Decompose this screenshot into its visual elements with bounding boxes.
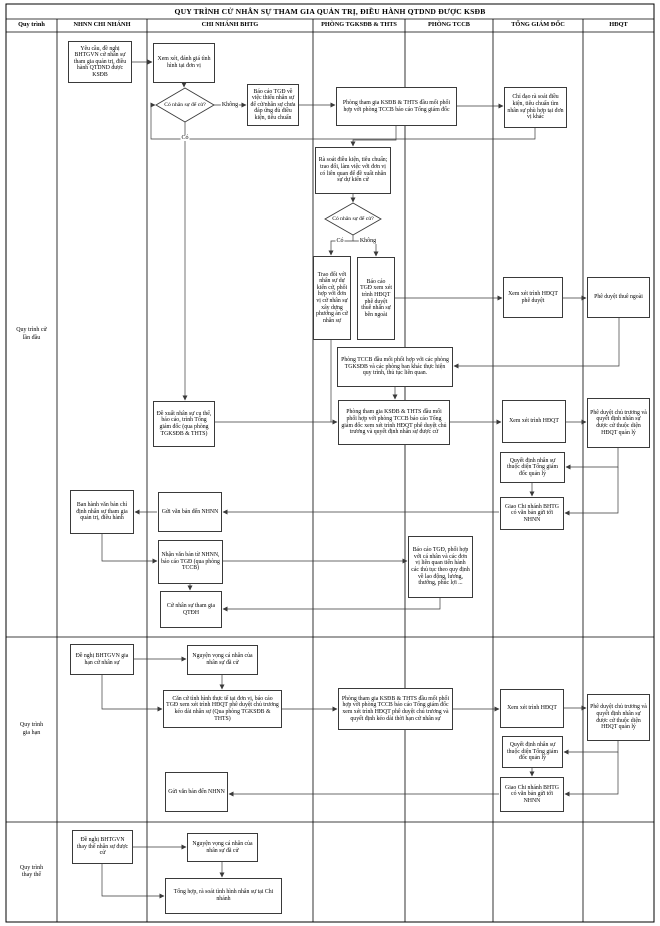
column-header-3: PHÒNG TGKSĐB & THTS (321, 21, 397, 29)
flow-node-n29: Quyết định nhân sự thuộc diện Tổng giám đốc quản lý (502, 736, 563, 768)
column-header-5: TỔNG GIÁM ĐỐC (511, 21, 565, 29)
flow-node-n9: Xem xét trình HĐQT phê duyệt (503, 277, 563, 318)
flow-edge-35 (565, 752, 618, 794)
flow-node-n34: Tổng hợp, rà soát tình hình nhân sự tại Chi nhánh (165, 878, 282, 914)
flow-node-n1: Yêu cầu, đề nghị BHTGVN cử nhân sự tham gia quản trị, điều hành QTDND được KSĐB (68, 41, 132, 83)
flow-node-n23: Đề nghị BHTGVN gia hạn cử nhân sự (70, 644, 134, 675)
flow-node-n20: Nhận văn bản từ NHNN, báo cáo TGĐ (qua phòng TCCB) (158, 540, 223, 584)
flow-node-n14: Xem xét trình HĐQT (502, 400, 566, 443)
flow-edge-7 (353, 126, 396, 146)
flow-edge-13 (454, 318, 619, 366)
flow-node-n5: Chỉ đạo rà soát điều kiện, tiêu chuẩn tìm nhân sự phù hợp tại đơn vị khác (504, 87, 567, 128)
flow-edge-40 (102, 864, 164, 896)
flow-node-n6: Rà soát điều kiện, tiêu chuẩn; trao đổi, làm việc với đơn vị có liên quan để đề xuất nhân sự dự kiến cử (315, 147, 391, 194)
flow-node-n8: Báo cáo TGĐ xem xét trình HĐQT phê duyệt thuê nhân sự bên ngoài (357, 257, 395, 340)
flow-node-n25: Căn cứ tình hình thực tế tại đơn vị, báo cáo TGĐ xem xét trình HĐQT phê duyệt chủ trương kéo dài nhân sự (Qua phòng TGKSĐB & THTS) (163, 690, 282, 728)
flow-edge-24 (102, 534, 157, 561)
flow-edge-26 (223, 598, 440, 609)
flow-node-n11: Phòng TCCB đầu mối phối hợp với các phòng TGKSĐB và các phòng ban khác thực hiện quy trình, thủ tục liên quan. (337, 347, 453, 387)
flowchart-title: QUY TRÌNH CỬ NHÂN SỰ THAM GIA QUẢN TRỊ, ĐIỀU HÀNH QTDND ĐƯỢC KSĐB (174, 7, 486, 16)
column-header-6: HĐQT (609, 21, 628, 29)
flow-node-n7: Trao đổi với nhân sự dự kiến cử, phối hợp với đơn vị cử nhân sự xây dựng phương án cử nhân sự (313, 256, 351, 340)
flow-node-n10: Phê duyệt thuê ngoài (587, 277, 650, 318)
flow-node-n27: Xem xét trình HĐQT (500, 689, 564, 728)
flow-node-n24: Nguyện vọng cá nhân của nhân sự đã cử (187, 645, 258, 675)
flow-node-n13: Phòng tham gia KSĐB & THTS đầu mối phối hợp với phòng TCCB báo cáo Tổng giám đốc xem xét trình HĐQT phê duyệt chủ trương và quyết định nhân sự được cử (338, 400, 450, 445)
flow-node-n4: Phòng tham gia KSĐB & THTS đầu mối phối hợp với phòng TCCB báo cáo Tổng giám đốc (336, 87, 457, 126)
flow-node-n21: Báo cáo TGĐ, phối hợp với cá nhân và các đơn vị liên quan tiến hành các thủ tục theo quy định về lao động, lương, thưởng, phúc lợi ... (408, 536, 473, 598)
flow-node-d1: Có nhân sự để cử? (164, 101, 206, 108)
flow-edge-19 (566, 448, 618, 467)
flow-node-n33: Nguyện vọng cá nhân của nhân sự đã cử (187, 833, 258, 862)
flow-node-n18: Ban hành văn bản chỉ định nhân sự tham gia quản trị, điều hành (70, 490, 134, 534)
column-header-1: NHNN CHI NHÁNH (73, 21, 131, 29)
flow-node-n3: Báo cáo TGĐ về việc thiếu nhân sự để cử/nhân sự chưa đáp ứng đủ điều kiện, tiêu chuẩn (247, 84, 299, 126)
flow-node-n15: Phê duyệt chủ trương và quyết định nhân sự được cử thuộc diện HĐQT quản lý (587, 398, 650, 448)
flow-node-n22: Cử nhân sự tham gia QTĐH (160, 591, 222, 628)
flow-node-n17: Giao Chi nhánh BHTG có văn bản gửi tới NHNN (500, 497, 564, 530)
flow-node-n16: Quyết định nhân sự thuộc diện Tổng giám đốc quản lý (500, 452, 565, 483)
flow-edge-20 (565, 467, 618, 513)
edge-label-3: Không (359, 238, 377, 244)
section-label-1: Quy trình gia hạn (19, 722, 44, 736)
edge-label-2: Có (336, 238, 344, 244)
column-header-4: PHÒNG TCCB (427, 21, 471, 29)
section-label-2: Quy trình thay thế (19, 864, 44, 878)
flow-node-n2: Xem xét, đánh giá tình hình tại đơn vị (153, 43, 215, 83)
flow-node-n31: Gửi văn bản đến NHNN (165, 772, 228, 812)
section-label-0: Quy trình cử lần đầu (16, 327, 47, 341)
flow-node-n19: Gửi văn bản đến NHNN (158, 492, 222, 532)
edge-label-1: Có (181, 135, 189, 141)
column-header-2: CHI NHÁNH BHTG (201, 21, 259, 29)
flow-node-n32: Đề nghị BHTGVN thay thế nhân sự được cử (72, 830, 133, 864)
flow-edge-30 (102, 675, 162, 709)
flow-node-n26: Phòng tham gia KSĐB & THTS đầu mối phối hợp với phòng TCCB báo cáo Tổng giám đốc xem xét trình HĐQT phê duyệt chủ trương và quyết định kéo dài thời hạn cử nhân sự (338, 688, 453, 730)
flow-node-n12: Đề xuất nhân sự cụ thể, báo cáo, trình Tổng giám đốc (qua phòng TGKSĐB & THTS) (153, 401, 215, 447)
flow-node-d2: Có nhân sự để cử? (332, 215, 374, 222)
flow-node-n30: Giao Chi nhánh BHTG có văn bản gửi tới NHNN (500, 777, 564, 812)
column-header-0: Quy trình (18, 21, 45, 29)
flow-edge-34 (564, 741, 618, 752)
flow-node-n28: Phê duyệt chủ trương và quyết định nhân sự được cử thuộc diện HĐQT quản lý (587, 694, 650, 741)
edge-label-0: Không (221, 102, 239, 108)
